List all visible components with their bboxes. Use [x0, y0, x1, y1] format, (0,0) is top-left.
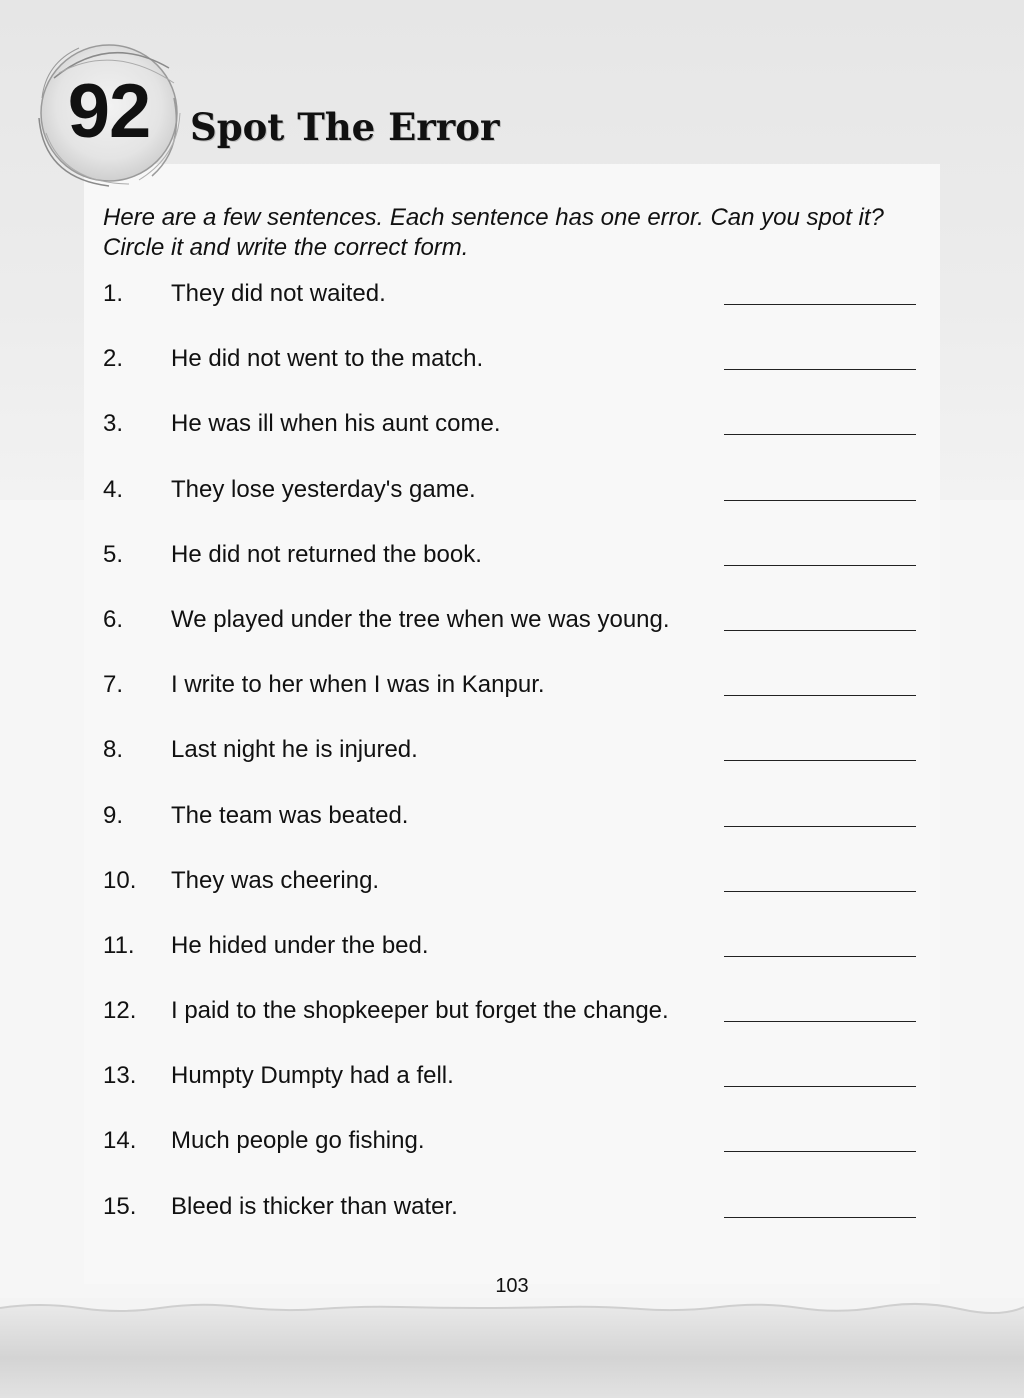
exercise-item: [103, 1125, 923, 1190]
exercise-sentence: The team was beated.: [171, 801, 409, 829]
exercise-number: 7.: [103, 671, 124, 699]
answer-blank[interactable]: [724, 956, 916, 957]
answer-blank[interactable]: [724, 1086, 916, 1087]
answer-blank[interactable]: [724, 760, 916, 761]
exercise-sentence: Humpty Dumpty had a fell.: [171, 1062, 454, 1090]
page-number: 103: [495, 1275, 529, 1297]
exercise-sentence: Bleed is thicker than water.: [171, 1192, 458, 1220]
activity-number-badge: [34, 38, 184, 188]
exercise-sentence: He did not went to the match.: [171, 345, 484, 373]
exercise-item: [103, 865, 923, 930]
exercise-sentence: They lose yesterday's game.: [171, 475, 476, 503]
exercise-sentence: Much people go fishing.: [171, 1127, 425, 1155]
exercise-item: [103, 930, 923, 995]
answer-blank[interactable]: [724, 565, 916, 566]
exercise-number: 1.: [103, 280, 124, 307]
exercise-item: [103, 408, 923, 473]
exercise-item: [103, 800, 923, 865]
exercise-sentence: He was ill when his aunt come.: [171, 410, 501, 438]
exercise-number: 11.: [103, 931, 135, 959]
exercise-item: [103, 474, 923, 539]
exercise-number: 4.: [103, 475, 124, 503]
exercise-sentence: He hided under the bed.: [171, 931, 429, 959]
exercise-item: [103, 734, 923, 799]
wave-decoration-icon: [0, 1298, 1024, 1328]
answer-blank[interactable]: [724, 369, 916, 370]
exercise-sentence: He did not returned the book.: [171, 540, 482, 568]
exercise-item: [103, 669, 923, 734]
exercise-sentence: Last night he is injured.: [171, 736, 418, 764]
answer-blank[interactable]: [724, 695, 916, 696]
exercise-number: 5.: [103, 540, 124, 568]
answer-blank[interactable]: [724, 500, 916, 501]
exercise-number: 14.: [103, 1127, 137, 1155]
exercise-item: [103, 539, 923, 604]
exercise-sentence: They did not waited.: [171, 280, 386, 307]
answer-blank[interactable]: [724, 304, 916, 305]
answer-blank[interactable]: [724, 1021, 916, 1022]
exercise-number: 3.: [103, 410, 124, 438]
page-footer-band: [0, 1298, 1024, 1398]
exercise-sentence: They was cheering.: [171, 866, 380, 894]
exercise-number: 12.: [103, 997, 137, 1025]
answer-blank[interactable]: [724, 1217, 916, 1218]
instructions-text: Here are a few sentences. Each sentence has one error. Can you spot it? Circle it and write the correct form.: [103, 204, 884, 261]
exercise-list: [103, 278, 923, 1256]
exercise-number: 15.: [103, 1192, 137, 1220]
exercise-sentence: We played under the tree when we was young.: [171, 605, 670, 633]
answer-blank[interactable]: [724, 630, 916, 631]
page-title: Spot The Error: [190, 105, 500, 149]
exercise-number: 8.: [103, 736, 124, 764]
exercise-item: [103, 604, 923, 669]
exercise-sentence: I paid to the shopkeeper but forget the change.: [171, 997, 669, 1025]
exercise-number: 2.: [103, 345, 124, 373]
exercise-sentence: I write to her when I was in Kanpur.: [171, 671, 545, 699]
exercise-number: 6.: [103, 605, 124, 633]
answer-blank[interactable]: [724, 826, 916, 827]
exercise-number: 9.: [103, 801, 124, 829]
exercise-item: [103, 278, 923, 343]
answer-blank[interactable]: [724, 1151, 916, 1152]
exercise-number: 10.: [103, 866, 137, 894]
answer-blank[interactable]: [724, 434, 916, 435]
exercise-number: 13.: [103, 1062, 137, 1090]
exercise-item: [103, 1191, 923, 1256]
exercise-item: [103, 995, 923, 1060]
activity-number: 92: [67, 69, 151, 154]
exercise-item: [103, 1060, 923, 1125]
exercise-item: [103, 343, 923, 408]
answer-blank[interactable]: [724, 891, 916, 892]
